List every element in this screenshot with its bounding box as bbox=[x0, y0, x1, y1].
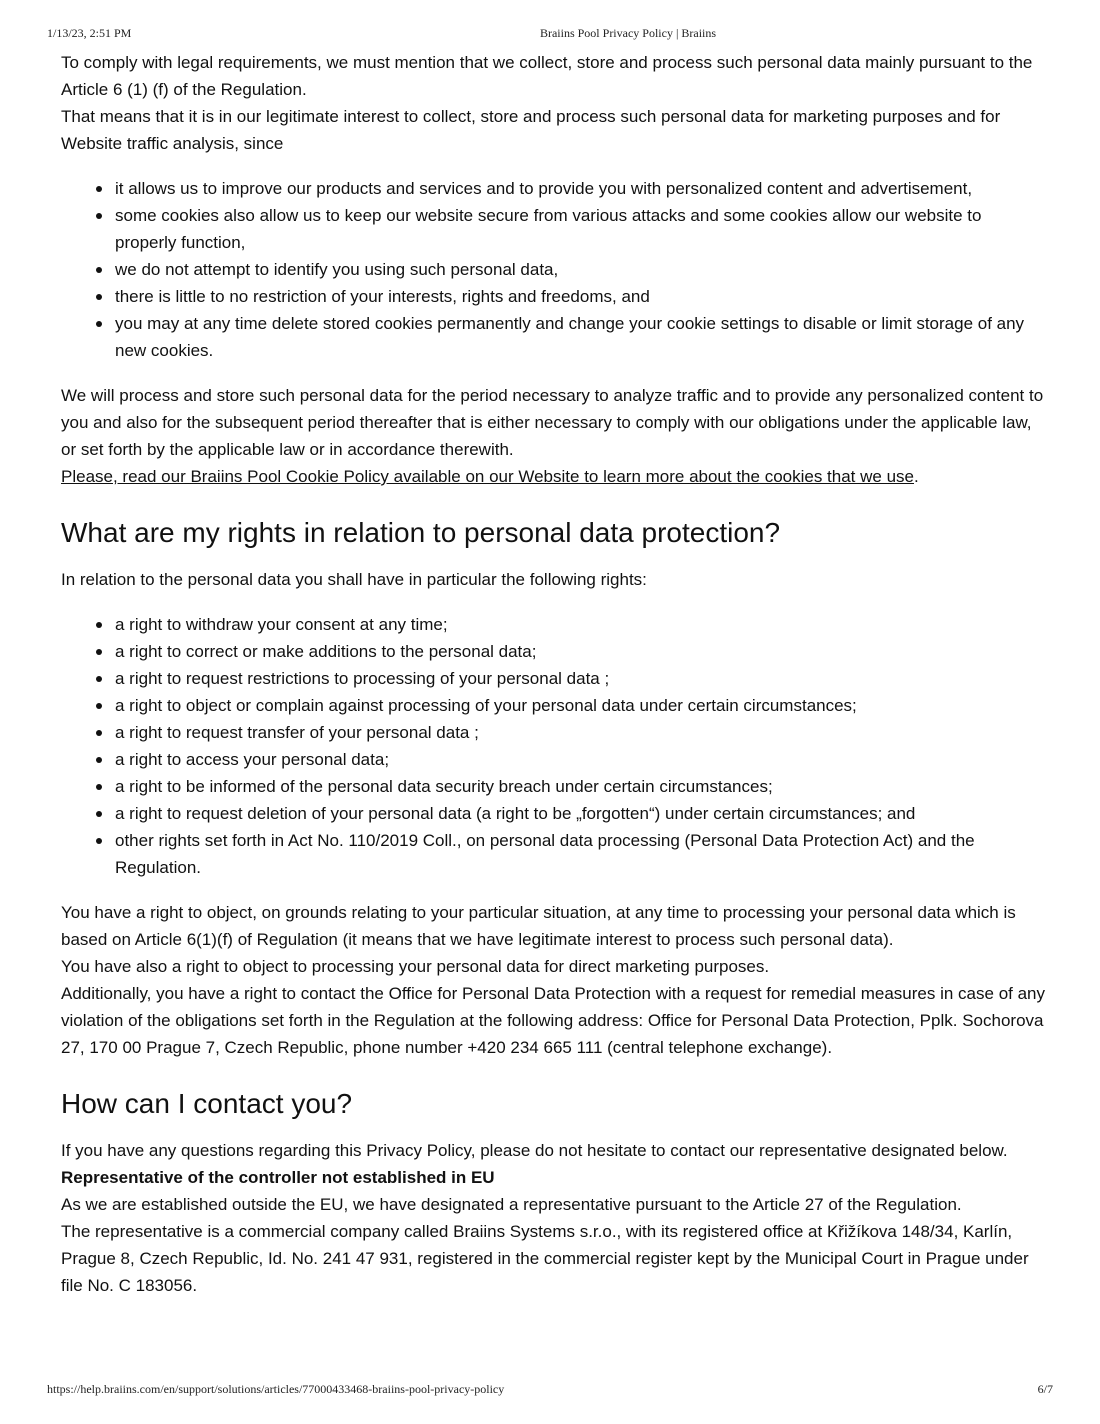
print-page-title: Braiins Pool Privacy Policy | Braiins bbox=[539, 26, 717, 40]
list-item: we do not attempt to identify you using such personal data, bbox=[115, 256, 1046, 283]
list-item: a right to be informed of the personal data security breach under certain circumstances; bbox=[115, 773, 1046, 800]
list-item: you may at any time delete stored cookies permanently and change your cookie settings to disable or limit storage of any new cookies. bbox=[115, 310, 1046, 364]
retention-paragraph: We will process and store such personal data for the period necessary to analyze traffic and to provide any personalized content to you and also for the subsequent period thereafter that is either necessary to comply with our obligations under the applicable law, or set forth by the applicable law or in accordance therewith. bbox=[61, 386, 1044, 459]
representative-subheading: Representative of the controller not established in EU bbox=[61, 1168, 495, 1187]
cookie-policy-link[interactable]: Please, read our Braiins Pool Cookie Policy available on our Website to learn more about the cookies that we use bbox=[61, 467, 914, 486]
print-header bbox=[0, 26, 1100, 42]
cookie-policy-period: . bbox=[914, 467, 919, 486]
list-item: it allows us to improve our products and services and to provide you with personalized content and advertisement, bbox=[115, 175, 1046, 202]
contact-intro: If you have any questions regarding this Privacy Policy, please do not hesitate to contact our representative designated below. bbox=[61, 1141, 1008, 1160]
print-footer bbox=[0, 1382, 1100, 1398]
list-item: a right to object or complain against processing of your personal data under certain circumstances; bbox=[115, 692, 1046, 719]
print-datetime: 1/13/23, 2:51 PM bbox=[47, 26, 132, 40]
article-body bbox=[61, 49, 1046, 1299]
list-item: a right to request transfer of your personal data ; bbox=[115, 719, 1046, 746]
list-item: a right to request restrictions to processing of your personal data ; bbox=[115, 665, 1046, 692]
list-item: a right to request deletion of your personal data (a right to be „forgotten“) under certain circumstances; and bbox=[115, 800, 1046, 827]
supervisory-authority-paragraph: Additionally, you have a right to contact the Office for Personal Data Protection with a request for remedial measures in case of any violation of the obligations set forth in the Regulation at the following address: Office for Personal Data Protection, Pplk. Sochorova 27, 170 00 Prague 7, Czech Republic, phone number +420 234 665 111 (central telephone exchange). bbox=[61, 984, 1045, 1057]
print-url: https://help.braiins.com/en/support/solutions/articles/77000433468-braiins-pool-privacy-policy bbox=[47, 1382, 505, 1396]
list-item: there is little to no restriction of your interests, rights and freedoms, and bbox=[115, 283, 1046, 310]
list-item: some cookies also allow us to keep our website secure from various attacks and some cookies allow our website to properly function, bbox=[115, 202, 1046, 256]
list-item: other rights set forth in Act No. 110/2019 Coll., on personal data processing (Personal Data Protection Act) and the Regulation. bbox=[115, 827, 1046, 881]
legitimate-interest-list bbox=[61, 175, 1046, 364]
representative-details-paragraph: The representative is a commercial company called Braiins Systems s.r.o., with its registered office at Křižíkova 148/34, Karlín, Prague 8, Czech Republic, Id. No. 241 47 931, registered in the commercial register kept by the Municipal Court in Prague under file No. C 183056. bbox=[61, 1222, 1029, 1295]
list-item: a right to correct or make additions to the personal data; bbox=[115, 638, 1046, 665]
rights-list bbox=[61, 611, 1046, 881]
cookie-policy-line bbox=[61, 463, 1046, 490]
rights-intro: In relation to the personal data you shall have in particular the following rights: bbox=[61, 570, 647, 589]
print-page-number: 6/7 bbox=[1037, 1382, 1053, 1396]
intro-paragraph-legal-basis: To comply with legal requirements, we must mention that we collect, store and process such personal data mainly pursuant to the Article 6 (1) (f) of the Regulation. bbox=[61, 53, 1033, 99]
list-item: a right to access your personal data; bbox=[115, 746, 1046, 773]
direct-marketing-paragraph: You have also a right to object to processing your personal data for direct marketing purposes. bbox=[61, 957, 770, 976]
list-item: a right to withdraw your consent at any time; bbox=[115, 611, 1046, 638]
intro-paragraph-legitimate-interest: That means that it is in our legitimate interest to collect, store and process such personal data for marketing purposes and for Website traffic analysis, since bbox=[61, 107, 1001, 153]
right-to-object-paragraph: You have a right to object, on grounds relating to your particular situation, at any time to processing your personal data which is based on Article 6(1)(f) of Regulation (it means that we have legitimate interest to process such personal data). bbox=[61, 903, 1016, 949]
representative-paragraph: As we are established outside the EU, we have designated a representative pursuant to the Article 27 of the Regulation. bbox=[61, 1195, 962, 1214]
rights-heading: What are my rights in relation to personal data protection? bbox=[61, 517, 781, 548]
contact-heading: How can I contact you? bbox=[61, 1088, 353, 1119]
